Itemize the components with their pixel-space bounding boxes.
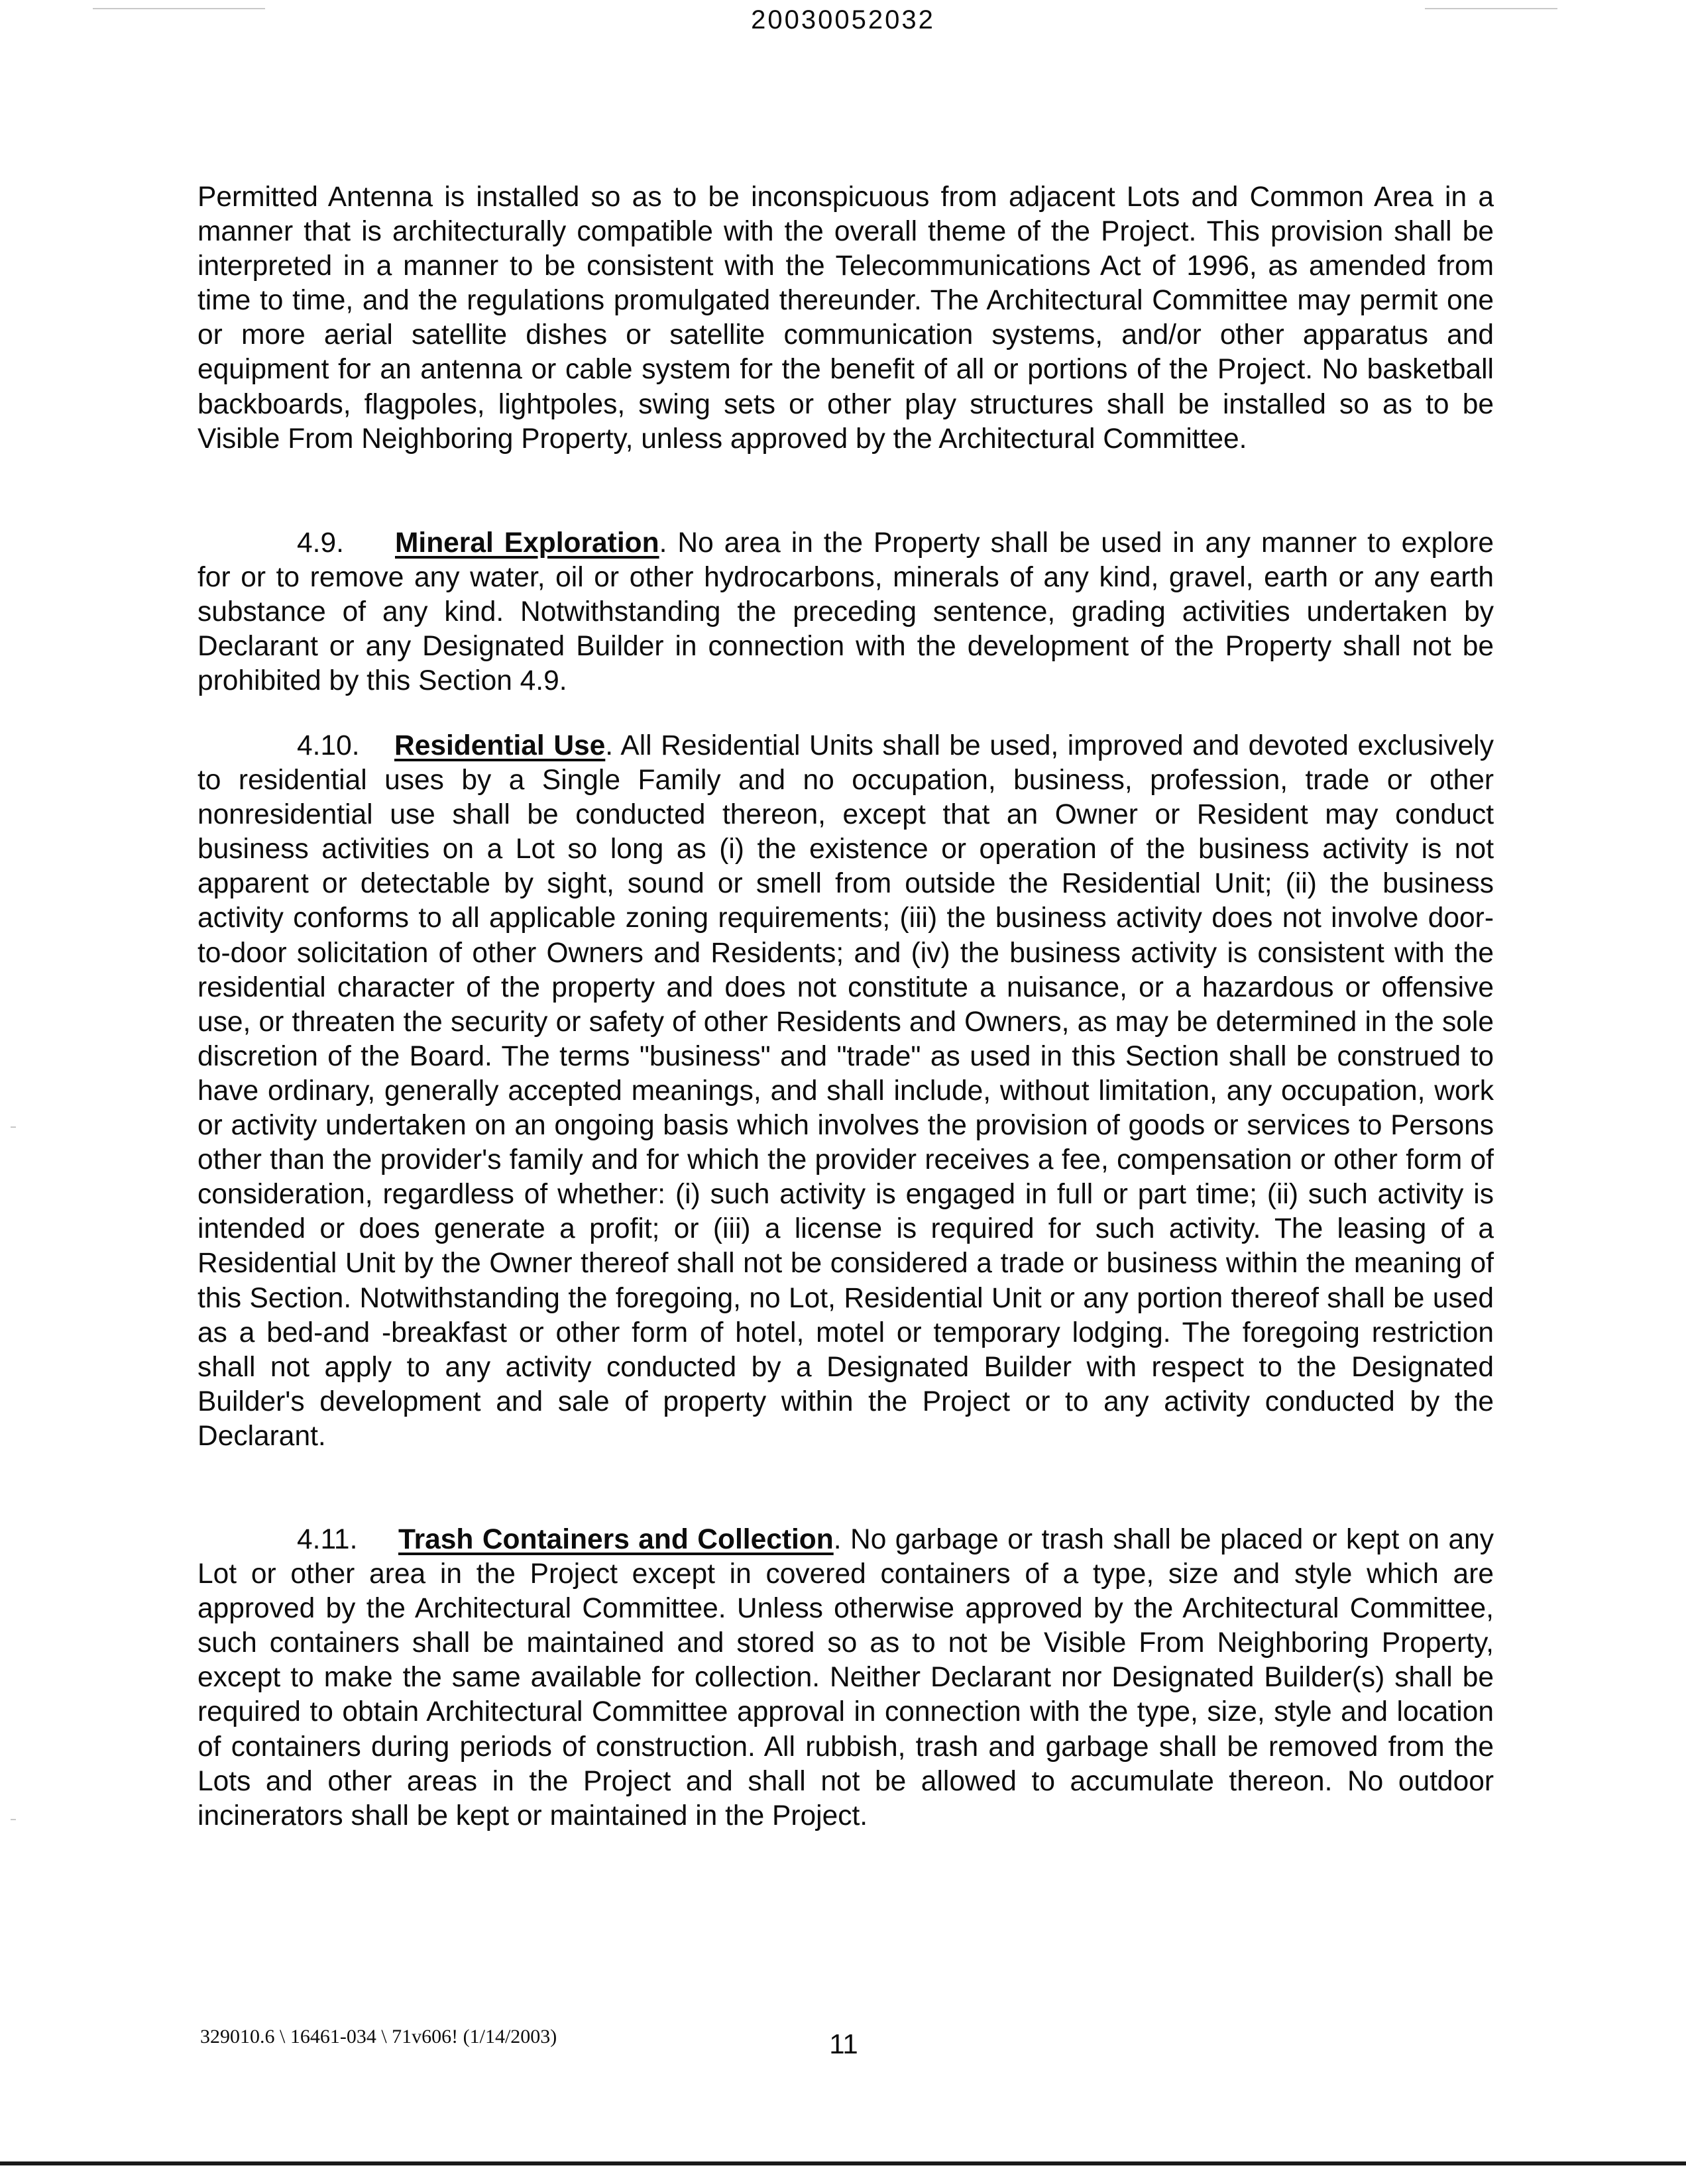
section-text: No area in the Property shall be used in any manner to explore for or to remove any water, oil or other hydrocarbons, minerals of any kind, gravel, earth or any earth substance of any kind. Notwithstanding the preceding sentence, grading activities undertaken by Declarant or any Designated Builder in connection with the development of the Property shall not be prohibited by this Section 4.9.	[197, 527, 1494, 697]
section-heading: Mineral Exploration	[395, 527, 659, 559]
section-number: 4.10.	[297, 730, 360, 761]
section-trash-containers: 4.11. Trash Containers and Collection. No garbage or trash shall be placed or kept on any Lot or other area in the Project except in covered containers of a type, size and style which are approved by the Architectural Committee. Unless otherwise approved by the Architectural Committee, such containers shall be maintained and stored so as to not be Visible From Neighboring Property, except to make the same available for collection. Neither Declarant nor Designated Builder(s) shall be required to obtain Architectural Committee approval in connection with the type, size, style and location of containers during periods of construction. All rubbish, trash and garbage shall be removed from the Lots and other areas in the Project and shall not be allowed to accumulate thereon. No outdoor incinerators shall be kept or maintained in the Project.	[197, 1524, 1494, 1831]
section-mineral-exploration: 4.9. Mineral Exploration. No area in the Property shall be used in any manner to explore for or to remove any water, oil or other hydrocarbons, minerals of any kind, gravel, earth or any earth substance of any kind. Notwithstanding the preceding sentence, grading activities undertaken by Declarant or any Designated Builder in connection with the development of the Property shall not be prohibited by this Section 4.9.	[197, 527, 1494, 697]
footer-reference: 329010.6 \ 16461-034 \ 71v606! (1/14/2003)	[200, 2026, 557, 2048]
section-text: All Residential Units shall be used, improved and devoted exclusively to residential uses by a Single Family and no occupation, business, profession, trade or other nonresidential use shall be conducted thereon, except that an Owner or Resident may conduct business activities on a Lot so long as (i) the existence or operation of the business activity is not apparent or detectable by sight, sound or smell from outside the Residential Unit; (ii) the business activity conforms to all applicable zoning requirements; (iii) the business activity does not involve door-to-door solicitation of other Owners and Residents; and (iv) the business activity is consistent with the residential character of the property and does not constitute a nuisance, or a hazardous or offensive use, or threaten the security or safety of other Residents and Owners, as may be determined in the sole discretion of the Board. The terms "business" and "trade" as used in this Section shall be construed to have ordinary, generally accepted meanings, and shall include, without limitation, any occupation, work or activity undertaken on an ongoing basis which involves the provision of goods or services to Persons other than the provider's family and for which the provider receives a fee, compensation or other form of consideration, regardless of whether: (i) such activity is engaged in full or part time; (ii) such activity is intended or does generate a profit; or (iii) a license is required for such activity. The leasing of a Residential Unit by the Owner thereof shall not be considered a trade or business within the meaning of this Section. Notwithstanding the foregoing, no Lot, Residential Unit or any portion thereof shall be used as a bed-and -breakfast or other form of hotel, motel or temporary lodging. The foregoing restriction shall not apply to any activity conducted by a Designated Builder with respect to the Designated Builder's development and sale of property within the Project or to any activity conducted by the Declarant.	[197, 730, 1494, 1452]
bottom-rule	[0, 2161, 1686, 2165]
antenna-paragraph	[197, 180, 1494, 457]
section-heading: Trash Containers and Collection	[398, 1524, 834, 1555]
page-number: 11	[829, 2028, 858, 2059]
section-number: 4.11.	[297, 1524, 358, 1555]
document-number: 20030052032	[751, 5, 935, 34]
section-heading: Residential Use	[394, 730, 606, 761]
antenna-paragraph-text: Permitted Antenna is installed so as to be inconspicuous from adjacent Lots and Common Area in a manner that is architecturally compatible with the overall theme of the Project. This provision shall be interpreted in a manner to be consistent with the Telecommunications Act of 1996, as amended from time to time, and the regulations promulgated thereunder. The Architectural Committee may permit one or more aerial satellite dishes or satellite communication systems, and/or other apparatus and equipment for an antenna or cable system for the benefit of all or portions of the Project. No basketball backboards, flagpoles, lightpoles, swing sets or other play structures shall be installed so as to be Visible From Neighboring Property, unless approved by the Architectural Committee.	[197, 182, 1494, 455]
section-number: 4.9.	[297, 527, 344, 559]
margin-tick-2	[11, 1819, 16, 1820]
section-text: No garbage or trash shall be placed or kept on any Lot or other area in the Project except in covered containers of a type, size and style which are approved by the Architectural Committee. Unless otherwise approved by the Architectural Committee, such containers shall be maintained and stored so as to not be Visible From Neighboring Property, except to make the same available for collection. Neither Declarant nor Designated Builder(s) shall be required to obtain Architectural Committee approval in connection with the type, size, style and location of containers during periods of construction. All rubbish, trash and garbage shall be removed from the Lots and other areas in the Project and shall not be allowed to accumulate thereon. No outdoor incinerators shall be kept or maintained in the Project.	[197, 1524, 1494, 1831]
section-residential-use: 4.10. Residential Use. All Residential Units shall be used, improved and devoted exclusively to residential uses by a Single Family and no occupation, business, profession, trade or other nonresidential use shall be conducted thereon, except that an Owner or Resident may conduct business activities on a Lot so long as (i) the existence or operation of the business activity is not apparent or detectable by sight, sound or smell from outside the Residential Unit; (ii) the business activity conforms to all applicable zoning requirements; (iii) the business activity does not involve door-to-door solicitation of other Owners and Residents; and (iv) the business activity is consistent with the residential character of the property and does not constitute a nuisance, or a hazardous or offensive use, or threaten the security or safety of other Residents and Owners, as may be determined in the sole discretion of the Board. The terms "business" and "trade" as used in this Section shall be construed to have ordinary, generally accepted meanings, and shall include, without limitation, any occupation, work or activity undertaken on an ongoing basis which involves the provision of goods or services to Persons other than the provider's family and for which the provider receives a fee, compensation or other form of consideration, regardless of whether: (i) such activity is engaged in full or part time; (ii) such activity is intended or does generate a profit; or (iii) a license is required for such activity. The leasing of a Residential Unit by the Owner thereof shall not be considered a trade or business within the meaning of this Section. Notwithstanding the foregoing, no Lot, Residential Unit or any portion thereof shall be used as a bed-and -breakfast or other form of hotel, motel or temporary lodging. The foregoing restriction shall not apply to any activity conducted by a Designated Builder with respect to the Designated Builder's development and sale of property within the Project or to any activity conducted by the Declarant.	[197, 730, 1494, 1452]
margin-tick-1	[11, 1126, 16, 1128]
